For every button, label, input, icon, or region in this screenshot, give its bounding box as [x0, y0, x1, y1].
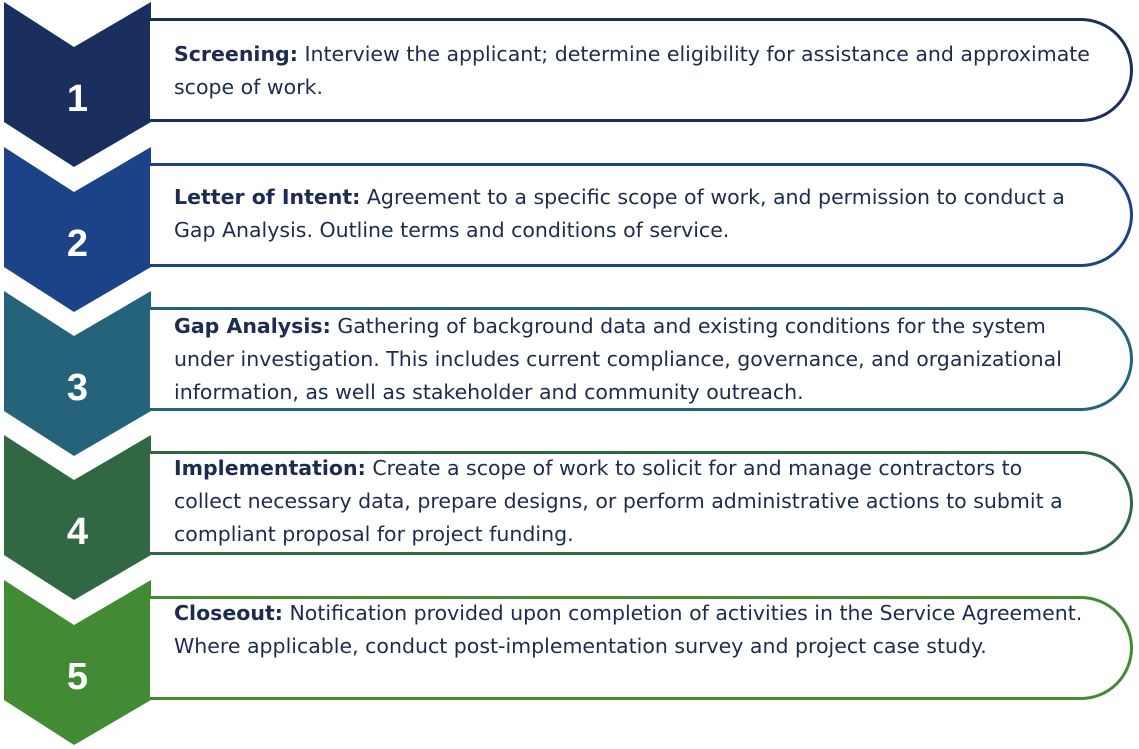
step-number: 5 [66, 656, 89, 698]
step-title: Screening: [174, 42, 298, 66]
step-number: 3 [66, 367, 89, 409]
step-text [174, 452, 1094, 551]
step-description: Agreement to a specific scope of work, and permission to conduct a Gap Analysis. Outline terms and conditions of service. [174, 185, 1065, 242]
step-number: 4 [66, 511, 89, 553]
step-text [174, 597, 1094, 663]
step-description: Interview the applicant; determine eligibility for assistance and approximate scope of work. [174, 42, 1090, 99]
step-title: Letter of Intent: [174, 185, 361, 209]
step-number: 1 [66, 78, 89, 120]
step-description: Notification provided upon completion of activities in the Service Agreement. Where applicable, conduct post-implementation survey and project case study. [174, 601, 1083, 658]
step-text [174, 181, 1094, 247]
step-5 [0, 580, 1139, 742]
step-2 [0, 147, 1139, 309]
step-title: Gap Analysis: [174, 314, 331, 338]
step-title: Implementation: [174, 456, 366, 480]
step-4 [0, 435, 1139, 597]
step-title: Closeout: [174, 601, 283, 625]
step-text [174, 38, 1094, 104]
step-3 [0, 291, 1139, 453]
step-description: Gathering of background data and existing conditions for the system under investigation. This includes current compliance, governance, and organizational information, as well as stakeholder and community outreach. [174, 314, 1062, 404]
step-text [174, 310, 1094, 409]
step-1 [0, 2, 1139, 164]
step-description: Create a scope of work to solicit for and manage contractors to collect necessary data, prepare designs, or perform administrative actions to submit a compliant proposal for project funding. [174, 456, 1063, 546]
step-number: 2 [66, 223, 89, 265]
